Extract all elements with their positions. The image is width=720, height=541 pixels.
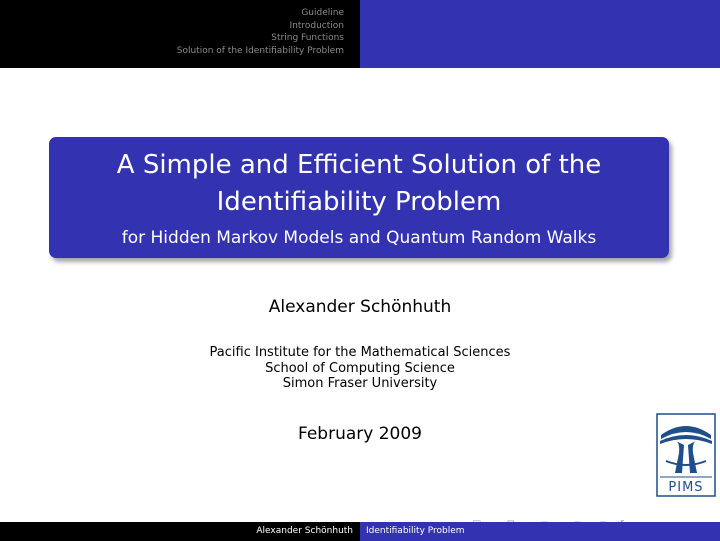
header-left-panel xyxy=(0,0,360,68)
institute-line-3: Simon Fraser University xyxy=(282,376,438,391)
title-line-1: A Simple and Efficient Solution of the xyxy=(116,150,602,180)
title-line-2: Identifiability Problem xyxy=(216,187,502,217)
header-right-panel xyxy=(360,0,720,68)
presentation-date: February 2009 xyxy=(298,424,422,444)
nav-item-solution[interactable]: Solution of the Identifiability Problem xyxy=(176,45,344,56)
nav-item-introduction[interactable]: Introduction xyxy=(289,20,344,31)
nav-item-guideline[interactable]: Guideline xyxy=(301,8,344,18)
nav-item-string-functions[interactable]: String Functions xyxy=(271,33,344,43)
header-bar xyxy=(0,0,720,68)
institute-line-1: Pacific Institute for the Mathematical Sciences xyxy=(209,345,511,360)
footer-bar xyxy=(0,522,720,541)
author-name: Alexander Schönhuth xyxy=(268,297,452,317)
title-block xyxy=(49,137,669,258)
footer-author: Alexander Schönhuth xyxy=(0,522,360,541)
pims-logo-icon xyxy=(656,413,716,497)
institute-line-2: School of Computing Science xyxy=(265,361,455,376)
subtitle: for Hidden Markov Models and Quantum Random Walks xyxy=(121,228,597,248)
pims-logo-text: PIMS xyxy=(668,480,704,495)
section-navigation xyxy=(177,7,344,57)
footer-title: Identifiability Problem xyxy=(360,522,720,541)
